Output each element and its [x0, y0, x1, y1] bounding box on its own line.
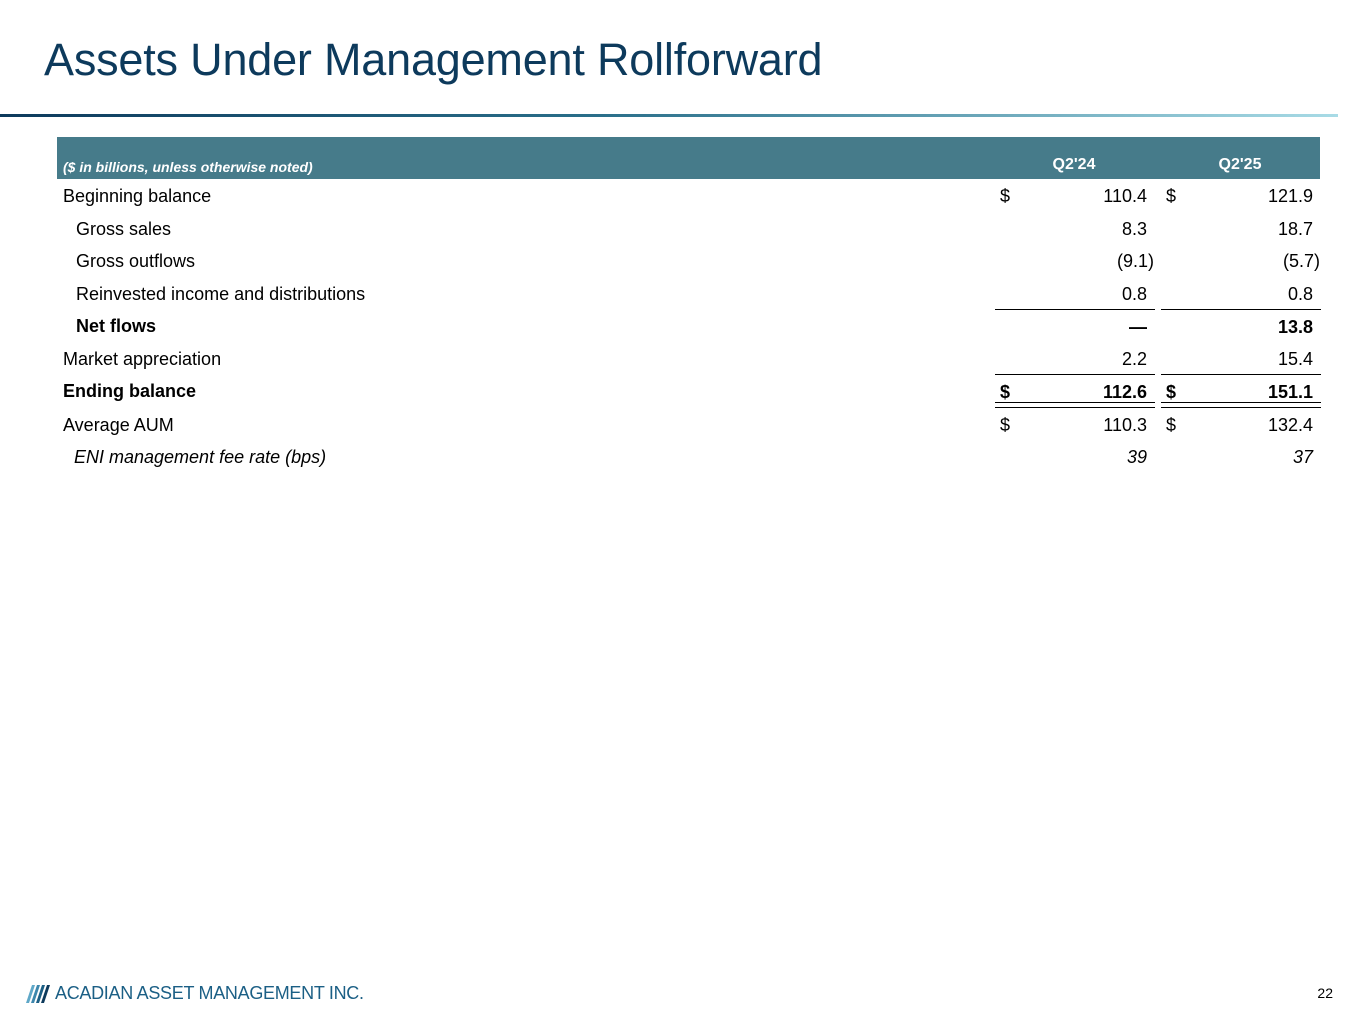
value: 8.3: [1121, 218, 1147, 239]
cell-q2-24: [995, 179, 1155, 212]
currency-symbol: $: [1166, 414, 1177, 435]
table-row: [57, 408, 1320, 441]
currency-symbol: $: [1166, 186, 1177, 206]
table-header: [57, 137, 1320, 179]
column-header-q2-25: Q2'25: [1218, 156, 1262, 173]
company-name: ACADIAN ASSET MANAGEMENT INC.: [55, 983, 364, 1003]
page-number: 22: [1317, 985, 1333, 1001]
currency-symbol: $: [1000, 414, 1011, 435]
value: 13.8: [1277, 317, 1313, 337]
row-label: Market appreciation: [63, 348, 222, 369]
value: 112.6: [1102, 382, 1147, 402]
value: 151.1: [1267, 382, 1313, 402]
table-row: [57, 179, 1320, 212]
value: 15.4: [1277, 348, 1313, 369]
cell-q2-24: [995, 408, 1155, 441]
cell-q2-25: [1161, 179, 1321, 212]
title-divider: [0, 114, 1338, 117]
value: 110.3: [1103, 414, 1147, 435]
cell-q2-25: [1161, 309, 1321, 342]
row-label: Beginning balance: [63, 186, 212, 206]
units-note: ($ in billions, unless otherwise noted): [63, 159, 313, 175]
cell-q2-24: [995, 374, 1155, 407]
row-label: Reinvested income and distributions: [76, 283, 366, 304]
acadian-stripes-logo-icon: [26, 985, 52, 1003]
currency-symbol: $: [1000, 186, 1011, 206]
value: 37: [1292, 447, 1313, 467]
row-label: Gross sales: [76, 218, 172, 239]
row-label: Ending balance: [63, 381, 197, 401]
cell-q2-24: [995, 277, 1155, 310]
cell-q2-25: [1161, 277, 1321, 310]
table-row: [57, 277, 1320, 310]
row-label: Net flows: [76, 316, 157, 336]
table-row: [57, 440, 1320, 473]
cell-q2-25: [1161, 440, 1321, 473]
cell-q2-24: [995, 342, 1155, 375]
value: 110.4: [1103, 186, 1147, 206]
company-logo: [26, 983, 364, 1004]
cell-q2-24: [995, 212, 1155, 245]
cell-q2-25: [1161, 374, 1321, 407]
value: (5.7): [1282, 251, 1320, 271]
table-row: [57, 212, 1320, 245]
value: 0.8: [1287, 283, 1313, 304]
value: (9.1): [1116, 251, 1154, 271]
table-row: [57, 244, 1320, 277]
cell-q2-25: [1161, 342, 1321, 375]
page-title: Assets Under Management Rollforward: [44, 34, 823, 85]
currency-symbol: $: [1000, 382, 1011, 402]
value: —: [1129, 317, 1147, 337]
cell-q2-24: [995, 440, 1155, 473]
table-row-total: [57, 374, 1320, 407]
cell-q2-25: [1161, 212, 1321, 245]
row-label: ENI management fee rate (bps): [74, 447, 327, 467]
value: 18.7: [1277, 218, 1313, 239]
value: 121.9: [1267, 186, 1313, 206]
cell-q2-25: [1161, 244, 1321, 277]
column-header-q2-24: Q2'24: [1052, 156, 1096, 173]
currency-symbol: $: [1166, 382, 1177, 402]
value: 132.4: [1267, 414, 1313, 435]
value: 2.2: [1121, 348, 1147, 369]
value: 0.8: [1121, 283, 1147, 304]
table-row-subtotal: [57, 309, 1320, 342]
table-row: [57, 342, 1320, 375]
value: 39: [1126, 447, 1147, 467]
cell-q2-25: [1161, 408, 1321, 441]
cell-q2-24: [995, 244, 1155, 277]
row-label: Gross outflows: [76, 251, 196, 271]
row-label: Average AUM: [63, 414, 174, 435]
aum-rollforward-table: [57, 137, 1320, 473]
cell-q2-24: [995, 309, 1155, 342]
